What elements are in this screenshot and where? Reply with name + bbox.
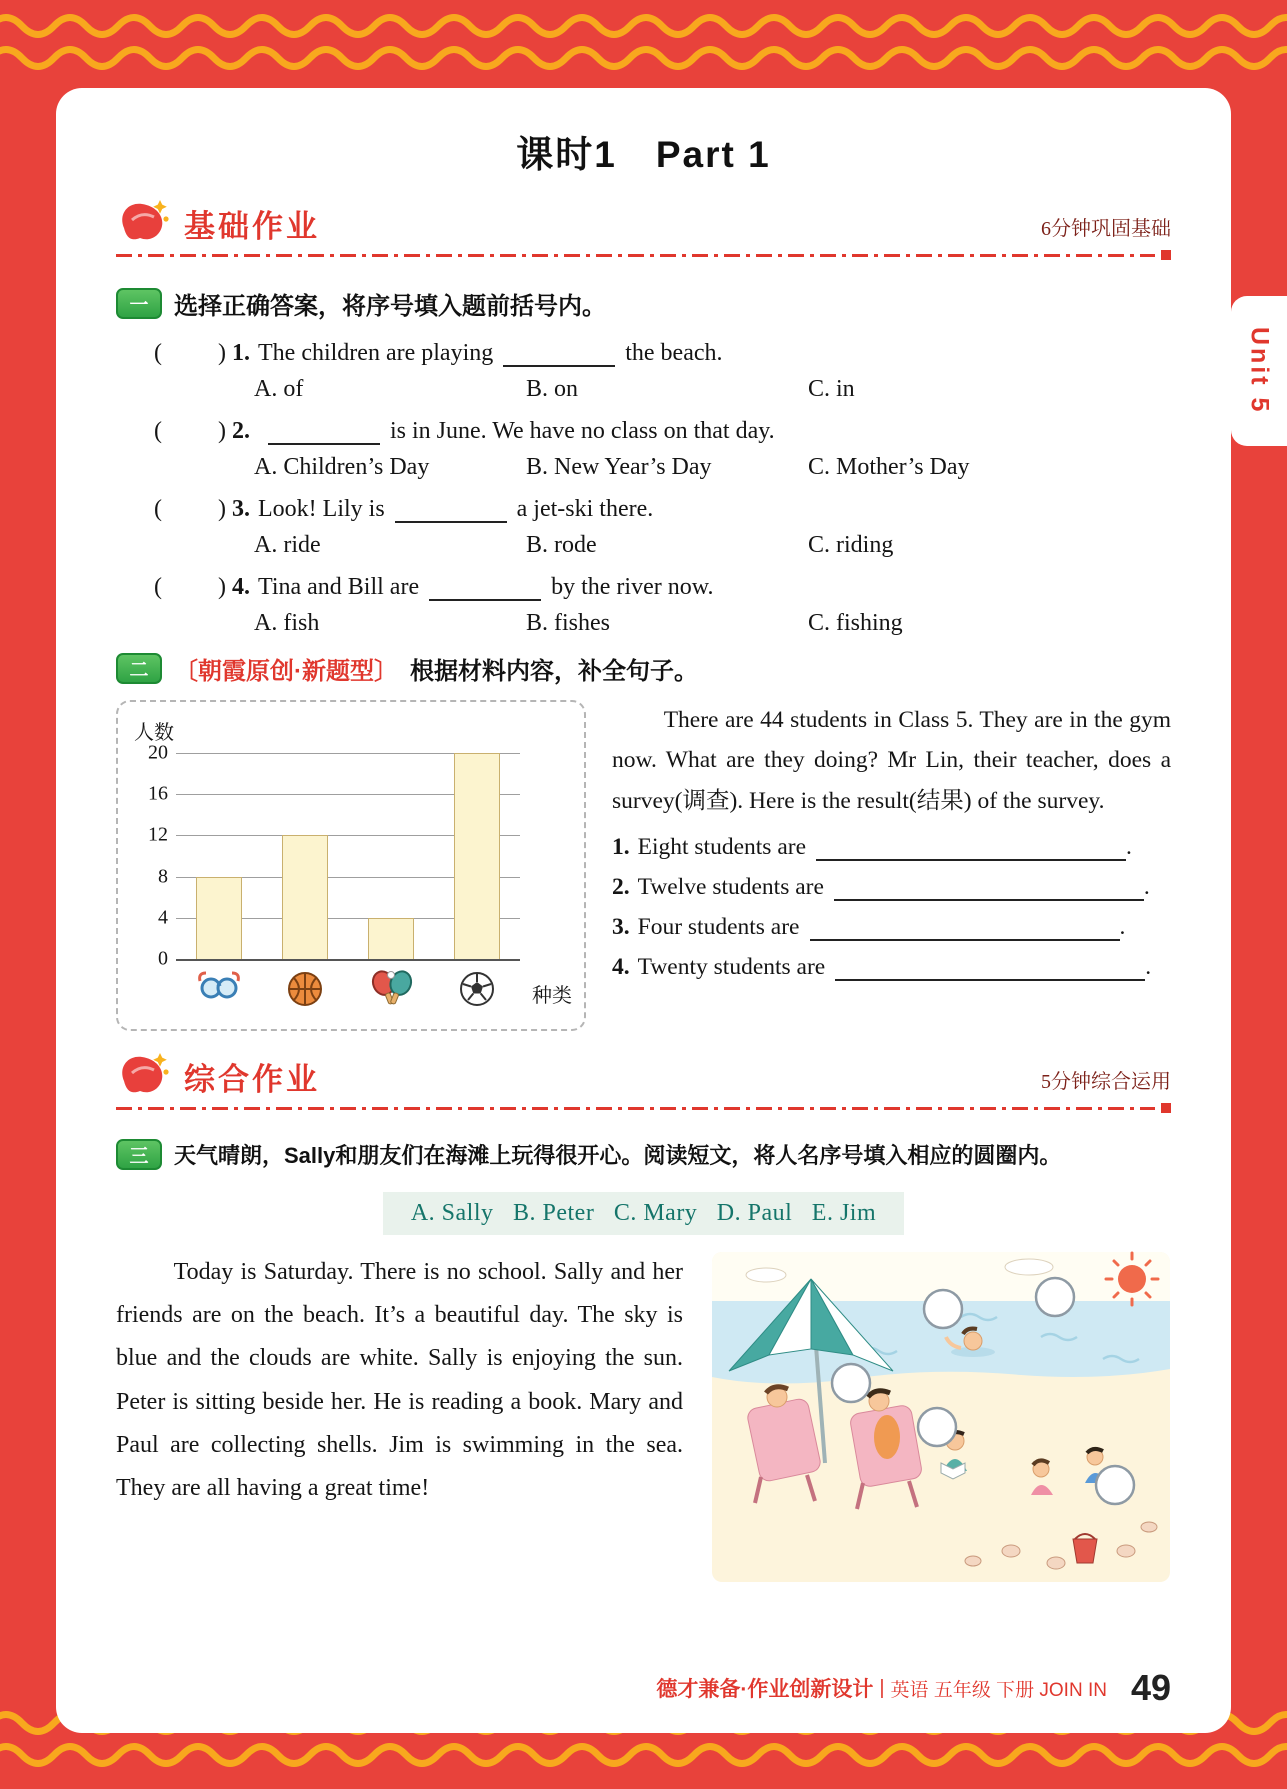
beach-illustration: [711, 1251, 1171, 1583]
question-text: the beach.: [625, 340, 723, 366]
question-number: 4.: [232, 574, 250, 600]
option-b[interactable]: B. on: [526, 376, 579, 402]
megaphone-icon: [116, 1051, 170, 1097]
answer-blank-3[interactable]: [395, 501, 507, 523]
fill-suffix: .: [1145, 954, 1152, 981]
chart-plot-area: [148, 741, 520, 970]
answer-brackets-2[interactable]: ( ): [154, 418, 226, 444]
fill-suffix: .: [1143, 874, 1150, 901]
chart-x-axis-label: 种类: [532, 985, 572, 1007]
chart-tick-label: 4: [158, 906, 168, 929]
swimming-icon: [196, 969, 242, 1005]
megaphone-icon: [116, 198, 170, 244]
option-a[interactable]: A. fish: [254, 610, 320, 636]
survey-passage: There are 44 students in Class 5. They are in the gym now. What are they doing? Mr Lin, their teacher, does a survey(调查). Here is the result(结果) of the survey.: [612, 707, 1171, 814]
fill-item-3: [612, 914, 1171, 941]
fill-item-1: [612, 834, 1171, 861]
option-b[interactable]: B. rode: [526, 532, 597, 558]
task3-header: [116, 1139, 1171, 1170]
footer-separator: |: [879, 1676, 885, 1699]
option-c[interactable]: C. fishing: [808, 610, 903, 636]
answer-circle[interactable]: [1036, 1278, 1074, 1316]
chart-tick-label: 0: [158, 947, 168, 970]
fill-text: Twelve students are: [637, 874, 824, 901]
reading-passage: Today is Saturday. There is no school. Sally and her friends are on the beach. It’s a beautiful day. The sky is blue and the clouds are white. Sally is enjoying the sun. Peter is sitting beside her. He is reading a book. Mary and Paul are collecting shells. Jim is swimming in the sea. They are all having a great time!: [116, 1259, 683, 1501]
task1-badge: 一: [116, 288, 162, 319]
option-a[interactable]: A. ride: [254, 532, 321, 558]
task2-header: [116, 651, 1171, 686]
question-1: [154, 327, 1171, 405]
page-number: 49: [1130, 1667, 1171, 1708]
question-number: 2.: [232, 418, 250, 444]
answer-brackets-1[interactable]: ( ): [154, 340, 226, 366]
name-options-box: A. Sally B. Peter C. Mary D. Paul E. Jim: [383, 1192, 904, 1235]
chart-tick-label: 8: [158, 865, 168, 888]
answer-brackets-3[interactable]: ( ): [154, 496, 226, 522]
option-b[interactable]: B. fishes: [526, 610, 610, 636]
task2-instruction: 根据材料内容，补全句子。: [410, 658, 698, 685]
decorative-wave-top: [0, 4, 1287, 90]
table-tennis-icon: [368, 969, 414, 1009]
task1-instruction: 选择正确答案，将序号填入题前括号内。: [174, 293, 606, 320]
question-number: 1.: [232, 340, 250, 366]
unit-tab[interactable]: [1231, 296, 1287, 446]
chart-bar-table-tennis: [368, 918, 414, 959]
chart-bar-swimming: [196, 877, 242, 959]
chart-bar-basketball: [282, 835, 328, 959]
fill-text: Twenty students are: [637, 954, 826, 981]
option-a[interactable]: A. of: [254, 376, 304, 402]
fill-number: 1.: [612, 834, 630, 861]
question-4: [154, 561, 1171, 639]
option-c[interactable]: C. riding: [808, 532, 894, 558]
question-3: [154, 483, 1171, 561]
fill-text: Eight students are: [637, 834, 807, 861]
task3-instruction: 天气晴朗，Sally和朋友们在海滩上玩得很开心。阅读短文，将人名序号填入相应的圆圈内。: [174, 1143, 1062, 1168]
section-basic-header: [116, 198, 1171, 244]
basketball-icon: [285, 969, 325, 1009]
chart-y-axis-label: 人数: [134, 722, 174, 744]
fill-number: 2.: [612, 874, 630, 901]
answer-circle[interactable]: [1096, 1466, 1134, 1504]
fill-blank-1[interactable]: [816, 837, 1126, 861]
question-text: by the river now.: [551, 574, 714, 600]
answer-blank-4[interactable]: [429, 579, 541, 601]
fill-blank-3[interactable]: [810, 917, 1120, 941]
question-text: The children are playing: [258, 340, 494, 366]
option-b[interactable]: B. New Year’s Day: [526, 454, 712, 480]
task2-badge: 二: [116, 653, 162, 684]
answer-brackets-4[interactable]: ( ): [154, 574, 226, 600]
page-title: 课时1 Part 1: [516, 134, 771, 175]
section-divider: [116, 1103, 1171, 1113]
beach-scene-svg: [711, 1251, 1171, 1583]
fill-text: Four students are: [637, 914, 800, 941]
question-text: Tina and Bill are: [258, 574, 420, 600]
fill-item-2: [612, 874, 1171, 901]
page-card: [56, 88, 1231, 1733]
option-c[interactable]: C. in: [808, 376, 855, 402]
option-c[interactable]: C. Mother’s Day: [808, 454, 970, 480]
answer-blank-2[interactable]: [268, 423, 380, 445]
question-2: [154, 405, 1171, 483]
question-number: 3.: [232, 496, 250, 522]
chart-tick-label: 16: [148, 782, 168, 805]
chart-tick-label: 12: [148, 823, 168, 846]
footer-meta: 英语 五年级 下册 JOIN IN: [890, 1679, 1107, 1701]
question-text: is in June. We have no class on that day.: [390, 418, 775, 444]
fill-suffix: .: [1119, 914, 1126, 941]
answer-blank-1[interactable]: [503, 345, 615, 367]
question-text: a jet-ski there.: [516, 496, 654, 522]
page-footer: [116, 1657, 1171, 1709]
chart-bar-football: [454, 753, 500, 959]
fill-blank-4[interactable]: [835, 957, 1145, 981]
section-divider: [116, 250, 1171, 260]
answer-circle[interactable]: [832, 1364, 870, 1402]
answer-circle[interactable]: [924, 1290, 962, 1328]
football-icon: [457, 969, 497, 1009]
fill-number: 3.: [612, 914, 630, 941]
footer-brand: 德才兼备·作业创新设计: [656, 1678, 874, 1701]
task2-tag: 〔朝霞原创·新题型〕: [174, 658, 398, 685]
section-title-basic: 基础作业: [184, 208, 320, 244]
survey-bar-chart: [116, 700, 586, 1031]
chart-category-icons: [176, 967, 572, 1017]
task1-header: [116, 286, 1171, 321]
section-time-note-basic: 6分钟巩固基础: [1041, 218, 1171, 240]
question-text: Look! Lily is: [258, 496, 385, 522]
option-a[interactable]: A. Children’s Day: [254, 454, 430, 480]
unit-tab-label: Unit 5: [1245, 327, 1274, 415]
section-title-comprehensive: 综合作业: [184, 1061, 320, 1097]
fill-item-4: [612, 954, 1171, 981]
answer-circle[interactable]: [918, 1408, 956, 1446]
fill-blank-2[interactable]: [834, 877, 1144, 901]
task3-badge: 三: [116, 1139, 162, 1170]
fill-number: 4.: [612, 954, 630, 981]
chart-tick-label: 20: [148, 741, 168, 764]
fill-suffix: .: [1126, 834, 1132, 861]
section-time-note-comprehensive: 5分钟综合运用: [1041, 1071, 1171, 1093]
section-comprehensive-header: [116, 1051, 1171, 1097]
